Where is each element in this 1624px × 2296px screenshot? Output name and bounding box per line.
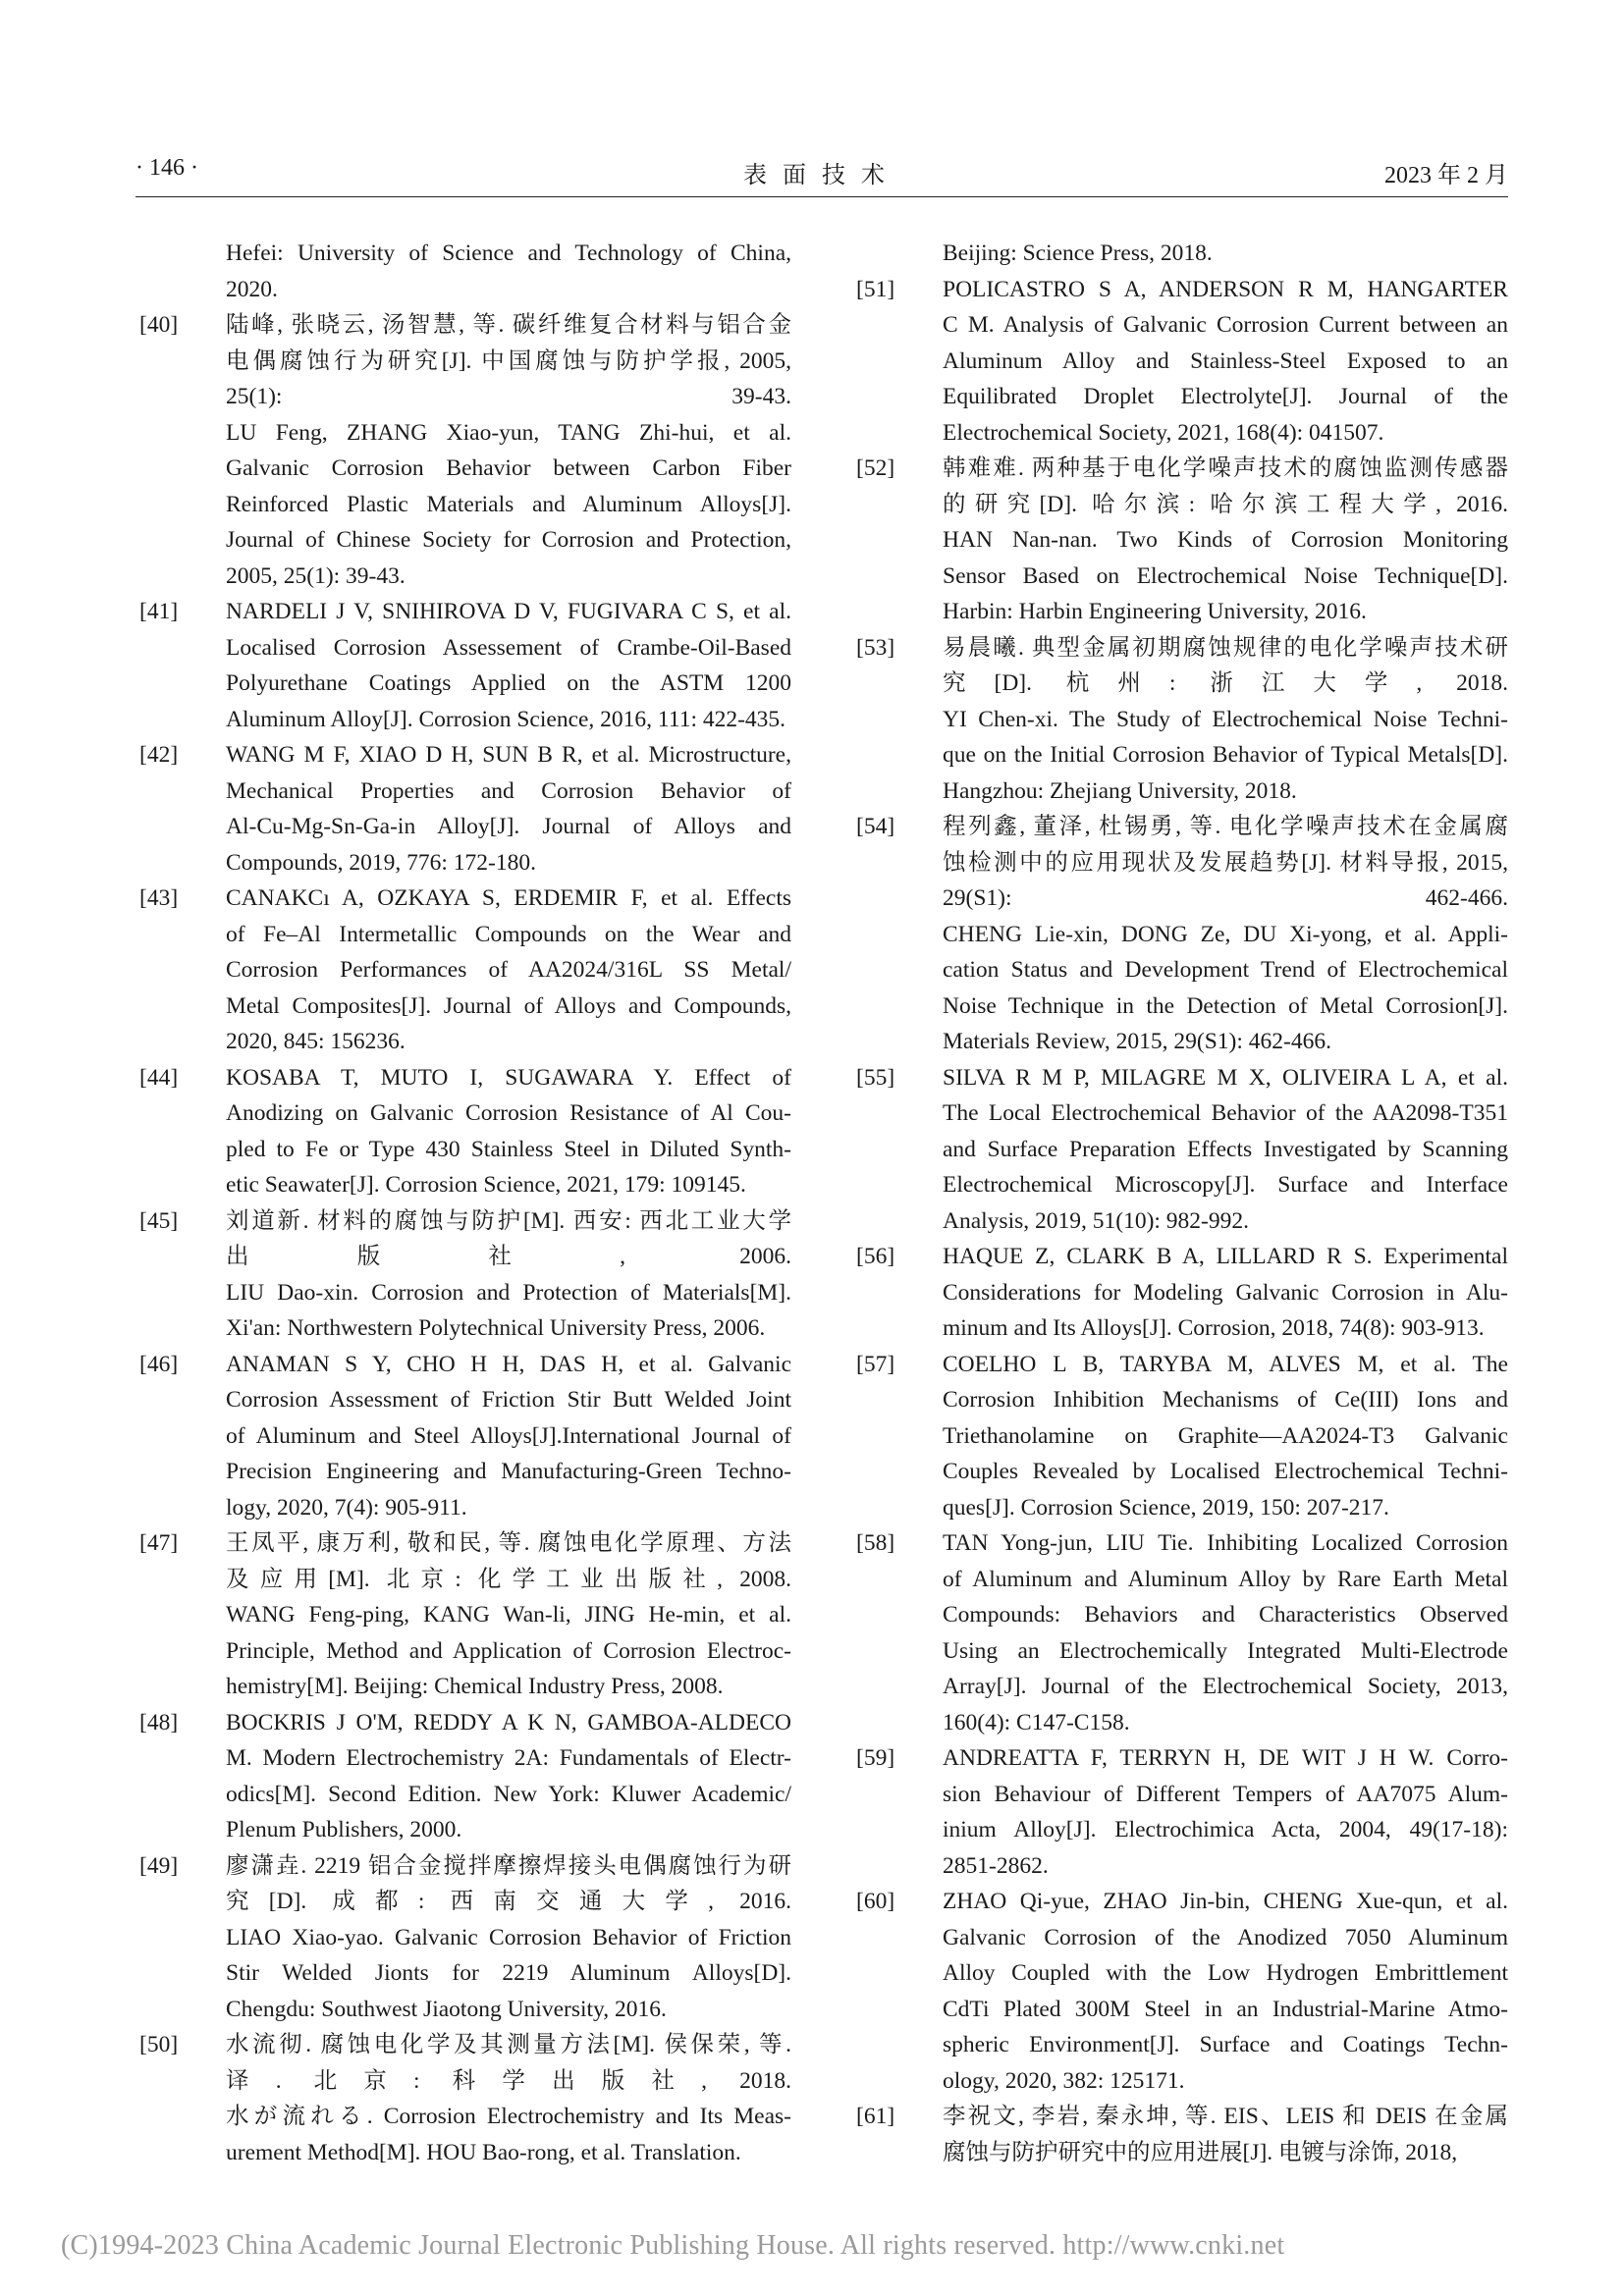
- reference-text-line: ology, 2020, 382: 125171.: [943, 2067, 1185, 2094]
- reference-number: [53]: [856, 634, 895, 661]
- reference-text-line: Electrochemical Society, 2021, 168(4): 041507.: [943, 419, 1384, 446]
- reference-text-line: Reinforced Plastic Materials and Aluminum Alloys[J].: [226, 491, 791, 517]
- header-rule: [135, 196, 1508, 197]
- reference-number: [42]: [139, 742, 179, 768]
- reference-text-line: Galvanic Corrosion Behavior between Carbon Fiber: [226, 455, 791, 481]
- reference-text-line: Using an Electrochemically Integrated Multi-Electrode: [943, 1637, 1508, 1664]
- reference-entry: [852, 272, 1508, 452]
- reference-entry: [135, 737, 791, 881]
- reference-entry: [852, 236, 1508, 272]
- reference-number: [60]: [856, 1889, 895, 1914]
- reference-text-line: 易晨曦. 典型金属初期腐蚀规律的电化学噪声技术研: [943, 634, 1508, 661]
- reference-number: [46]: [139, 1351, 179, 1377]
- reference-text-line: Triethanolamine on Graphite—AA2024-T3 Galvanic: [943, 1422, 1508, 1449]
- reference-number: [50]: [139, 2032, 179, 2057]
- reference-text-line: Aluminum Alloy and Stainless-Steel Exposed to an: [943, 347, 1508, 374]
- reference-entry: [135, 881, 791, 1060]
- reference-entry: [135, 594, 791, 737]
- reference-text-line: Anodizing on Galvanic Corrosion Resistance of Al Cou-: [226, 1100, 791, 1126]
- reference-text-line: Compounds: Behaviors and Characteristics Observed: [943, 1602, 1508, 1628]
- reference-text-line: CdTi Plated 300M Steel in an Industrial-Marine Atmo-: [943, 1996, 1508, 2022]
- reference-text-line: KOSABA T, MUTO I, SUGAWARA Y. Effect of: [226, 1064, 791, 1091]
- reference-text-line: 究[D]. 杭州: 浙江大学, 2018.: [943, 670, 1508, 696]
- reference-text-line: 腐蚀与防护研究中的应用进展[J]. 电镀与涂饰, 2018,: [943, 2139, 1458, 2165]
- reference-text-line: HAN Nan-nan. Two Kinds of Corrosion Monitoring: [943, 527, 1508, 553]
- reference-text-line: sion Behaviour of Different Tempers of AA7075 Alum-: [943, 1781, 1508, 1807]
- reference-text-line: Alloy Coupled with the Low Hydrogen Embrittlement: [943, 1960, 1508, 1986]
- reference-text-line: ZHAO Qi-yue, ZHAO Jin-bin, CHENG Xue-qun, et al.: [943, 1889, 1508, 1914]
- reference-number: [57]: [856, 1351, 895, 1377]
- reference-text-line: Localised Corrosion Assessement of Crambe-Oil-Based: [226, 634, 791, 661]
- reference-text-line: Couples Revealed by Localised Electrochemical Techni-: [943, 1459, 1508, 1484]
- reference-text-line: YI Chen-xi. The Study of Electrochemical Noise Techni-: [943, 706, 1508, 732]
- reference-entry: [135, 236, 791, 307]
- reference-text-line: 2020.: [226, 276, 278, 302]
- reference-text-line: BOCKRIS J O'M, REDDY A K N, GAMBOA-ALDECO: [226, 1709, 791, 1735]
- reference-text-line: Sensor Based on Electrochemical Noise Technique[D].: [943, 562, 1508, 589]
- reference-text-line: ques[J]. Corrosion Science, 2019, 150: 207-217.: [943, 1494, 1389, 1521]
- reference-entry: [852, 1884, 1508, 2099]
- reference-text-line: spheric Environment[J]. Surface and Coatings Techn-: [943, 2032, 1508, 2057]
- reference-number: [56]: [856, 1244, 895, 1269]
- reference-number: [61]: [856, 2104, 895, 2129]
- reference-text-line: Beijing: Science Press, 2018.: [943, 240, 1213, 266]
- reference-text-line: POLICASTRO S A, ANDERSON R M, HANGARTER: [943, 276, 1508, 302]
- reference-text-line: Equilibrated Droplet Electrolyte[J]. Journal of the: [943, 384, 1508, 409]
- reference-text-line: 的研究[D]. 哈尔滨: 哈尔滨工程大学, 2016.: [943, 491, 1508, 517]
- reference-text-line: CANAKCı A, OZKAYA S, ERDEMIR F, et al. Effects: [226, 885, 791, 911]
- reference-text-line: C M. Analysis of Galvanic Corrosion Current between an: [943, 312, 1508, 338]
- reference-text-line: Stir Welded Jionts for 2219 Aluminum Alloys[D].: [226, 1960, 791, 1986]
- reference-text-line: 2005, 25(1): 39-43.: [226, 562, 406, 589]
- reference-text-line: Galvanic Corrosion of the Anodized 7050 Aluminum: [943, 1924, 1508, 1950]
- reference-text-line: 韩难难. 两种基于电化学噪声技术的腐蚀监测传感器: [943, 455, 1508, 481]
- reference-text-line: Journal of Chinese Society for Corrosion and Protection,: [226, 527, 791, 553]
- reference-entry: [852, 2099, 1508, 2170]
- reference-text-line: hemistry[M]. Beijing: Chemical Industry Press, 2008.: [226, 1674, 724, 1699]
- reference-text-line: Harbin: Harbin Engineering University, 2016.: [943, 599, 1367, 624]
- reference-text-line: 刘道新. 材料的腐蚀与防护[M]. 西安: 西北工业大学: [226, 1207, 791, 1234]
- reference-text-line: Polyurethane Coatings Applied on the ASTM 1200: [226, 670, 791, 696]
- reference-entry: [852, 1347, 1508, 1526]
- reference-text-line: urement Method[M]. HOU Bao-rong, et al. Translation.: [226, 2139, 741, 2165]
- reference-text-line: Xi'an: Northwestern Polytechnical University Press, 2006.: [226, 1315, 766, 1341]
- reference-text-line: ANDREATTA F, TERRYN H, DE WIT J H W. Corro-: [943, 1745, 1508, 1771]
- reference-number: [41]: [139, 599, 179, 624]
- reference-number: [45]: [139, 1207, 179, 1234]
- reference-entry: [852, 451, 1508, 630]
- reference-number: [51]: [856, 276, 895, 302]
- reference-text-line: inium Alloy[J]. Electrochimica Acta, 2004, 49(17-18):: [943, 1817, 1508, 1842]
- reference-number: [59]: [856, 1745, 895, 1771]
- reference-text-line: Mechanical Properties and Corrosion Behavior of: [226, 777, 791, 804]
- reference-text-line: 水流彻. 腐蚀电化学及其测量方法[M]. 侯保荣, 等.: [226, 2032, 791, 2057]
- reference-text-line: COELHO L B, TARYBA M, ALVES M, et al. The: [943, 1351, 1508, 1377]
- reference-text-line: M. Modern Electrochemistry 2A: Fundamentals of Electr-: [226, 1745, 791, 1771]
- reference-number: [55]: [856, 1064, 895, 1091]
- reference-text-line: 2851-2862.: [943, 1852, 1049, 1879]
- reference-entry: [135, 307, 791, 594]
- reference-text-line: HAQUE Z, CLARK B A, LILLARD R S. Experimental: [943, 1244, 1508, 1269]
- reference-entry: [852, 630, 1508, 810]
- reference-text-line: Corrosion Inhibition Mechanisms of Ce(III) Ions and: [943, 1387, 1508, 1413]
- reference-entry: [135, 1060, 791, 1203]
- reference-number: [48]: [139, 1709, 179, 1735]
- reference-text-line: Hangzhou: Zhejiang University, 2018.: [943, 777, 1297, 804]
- reference-entry: [135, 1347, 791, 1526]
- reference-text-line: WANG Feng-ping, KANG Wan-li, JING He-min, et al.: [226, 1602, 791, 1628]
- reference-text-line: LU Feng, ZHANG Xiao-yun, TANG Zhi-hui, et al.: [226, 419, 791, 446]
- reference-text-line: Corrosion Assessment of Friction Stir Butt Welded Joint: [226, 1387, 791, 1413]
- reference-text-line: of Aluminum and Aluminum Alloy by Rare Earth Metal: [943, 1566, 1508, 1592]
- reference-text-line: LIU Dao-xin. Corrosion and Protection of Materials[M].: [226, 1279, 791, 1306]
- reference-text-line: ANAMAN S Y, CHO H H, DAS H, et al. Galvanic: [226, 1351, 791, 1377]
- reference-text-line: pled to Fe or Type 430 Stainless Steel in Diluted Synth-: [226, 1136, 791, 1162]
- reference-number: [47]: [139, 1530, 179, 1556]
- reference-text-line: 陆峰, 张晓云, 汤智慧, 等. 碳纤维复合材料与铝合金: [226, 312, 791, 338]
- reference-text-line: Electrochemical Microscopy[J]. Surface and Interface: [943, 1172, 1508, 1198]
- reference-text-line: Hefei: University of Science and Technology of China,: [226, 240, 791, 266]
- reference-text-line: of Aluminum and Steel Alloys[J].International Journal of: [226, 1422, 791, 1449]
- reference-text-line: Principle, Method and Application of Corrosion Electroc-: [226, 1637, 791, 1664]
- reference-text-line: Aluminum Alloy[J]. Corrosion Science, 2016, 111: 422-435.: [226, 706, 786, 732]
- reference-number: [40]: [139, 312, 179, 338]
- reference-entry: [852, 809, 1508, 1060]
- reference-text-line: 及应用[M]. 北京: 化学工业出版社, 2008.: [226, 1566, 791, 1592]
- reference-number: [44]: [139, 1064, 179, 1091]
- references-right-column: [852, 236, 1508, 2170]
- reference-text-line: WANG M F, XIAO D H, SUN B R, et al. Microstructure,: [226, 742, 791, 768]
- reference-text-line: SILVA R M P, MILAGRE M X, OLIVEIRA L A, et al.: [943, 1064, 1508, 1091]
- reference-text-line: 25(1): 39-43.: [226, 384, 791, 409]
- reference-text-line: CHENG Lie-xin, DONG Ze, DU Xi-yong, et al. Appli-: [943, 921, 1508, 947]
- reference-text-line: The Local Electrochemical Behavior of the AA2098-T351: [943, 1100, 1508, 1126]
- reference-text-line: of Fe–Al Intermetallic Compounds on the Wear and: [226, 921, 791, 947]
- reference-entry: [135, 1705, 791, 1848]
- reference-entry: [135, 1525, 791, 1705]
- reference-text-line: logy, 2020, 7(4): 905-911.: [226, 1494, 467, 1521]
- reference-text-line: TAN Yong-jun, LIU Tie. Inhibiting Localized Corrosion: [943, 1530, 1508, 1556]
- reference-text-line: que on the Initial Corrosion Behavior of Typical Metals[D].: [943, 742, 1508, 768]
- reference-number: [54]: [856, 814, 895, 839]
- reference-text-line: Array[J]. Journal of the Electrochemical Society, 2013,: [943, 1674, 1508, 1699]
- reference-text-line: 29(S1): 462-466.: [943, 885, 1508, 911]
- reference-text-line: NARDELI J V, SNIHIROVA D V, FUGIVARA C S, et al.: [226, 599, 791, 624]
- reference-entry: [852, 1525, 1508, 1740]
- reference-text-line: Corrosion Performances of AA2024/316L SS Metal/: [226, 957, 791, 983]
- page-number: · 146 ·: [135, 155, 198, 181]
- reference-number: [52]: [856, 455, 895, 481]
- journal-title: 表面技术: [743, 163, 900, 188]
- reference-entry: [135, 1848, 791, 2028]
- reference-text-line: Al-Cu-Mg-Sn-Ga-in Alloy[J]. Journal of Alloys and: [226, 814, 791, 839]
- reference-text-line: Considerations for Modeling Galvanic Corrosion in Alu-: [943, 1279, 1508, 1306]
- reference-text-line: 出版社, 2006.: [226, 1244, 791, 1269]
- page-header: [135, 155, 1508, 190]
- reference-text-line: 电偶腐蚀行为研究[J]. 中国腐蚀与防护学报, 2005,: [226, 347, 791, 374]
- references-left-column: [135, 236, 791, 2170]
- reference-entry: [852, 1060, 1508, 1240]
- reference-number: [49]: [139, 1852, 179, 1879]
- reference-text-line: 译. 北京: 科学出版社, 2018.: [226, 2067, 791, 2094]
- reference-text-line: 程列鑫, 董泽, 杜锡勇, 等. 电化学噪声技术在金属腐: [943, 814, 1508, 839]
- reference-text-line: 蚀检测中的应用现状及发展趋势[J]. 材料导报, 2015,: [943, 849, 1508, 876]
- reference-text-line: 廖潇垚. 2219 铝合金搅拌摩擦焊接头电偶腐蚀行为研: [226, 1852, 791, 1879]
- reference-entry: [135, 1203, 791, 1347]
- issue-date: 2023 年 2 月: [1384, 163, 1508, 188]
- reference-text-line: Plenum Publishers, 2000.: [226, 1817, 462, 1842]
- reference-number: [43]: [139, 885, 179, 911]
- reference-text-line: Materials Review, 2015, 29(S1): 462-466.: [943, 1029, 1331, 1054]
- reference-text-line: 李祝文, 李岩, 秦永坤, 等. EIS、LEIS 和 DEIS 在金属: [943, 2104, 1508, 2129]
- reference-text-line: LIAO Xiao-yao. Galvanic Corrosion Behavior of Friction: [226, 1924, 791, 1950]
- reference-text-line: 究[D]. 成都: 西南交通大学, 2016.: [226, 1889, 791, 1914]
- reference-text-line: Noise Technique in the Detection of Metal Corrosion[J].: [943, 992, 1508, 1019]
- reference-text-line: minum and Its Alloys[J]. Corrosion, 2018, 74(8): 903-913.: [943, 1315, 1485, 1341]
- reference-text-line: Chengdu: Southwest Jiaotong University, 2016.: [226, 1996, 667, 2022]
- reference-text-line: odics[M]. Second Edition. New York: Kluwer Academic/: [226, 1781, 791, 1807]
- reference-entry: [135, 2027, 791, 2170]
- reference-text-line: Compounds, 2019, 776: 172-180.: [226, 849, 536, 876]
- reference-entry: [852, 1740, 1508, 1884]
- reference-text-line: Metal Composites[J]. Journal of Alloys and Compounds,: [226, 992, 791, 1019]
- reference-text-line: etic Seawater[J]. Corrosion Science, 2021, 179: 109145.: [226, 1172, 746, 1198]
- reference-text-line: Precision Engineering and Manufacturing-Green Techno-: [226, 1459, 791, 1484]
- copyright-footer: (C)1994-2023 China Academic Journal Electronic Publishing House. All rights reserved. http://www.cnki.net: [61, 2230, 1285, 2261]
- reference-text-line: 2020, 845: 156236.: [226, 1029, 406, 1054]
- reference-text-line: and Surface Preparation Effects Investigated by Scanning: [943, 1136, 1508, 1162]
- reference-text-line: Analysis, 2019, 51(10): 982-992.: [943, 1207, 1250, 1234]
- reference-text-line: cation Status and Development Trend of Electrochemical: [943, 957, 1508, 983]
- reference-text-line: 王凤平, 康万利, 敬和民, 等. 腐蚀电化学原理、方法: [226, 1530, 791, 1556]
- reference-text-line: 160(4): C147-C158.: [943, 1709, 1130, 1735]
- reference-number: [58]: [856, 1530, 895, 1556]
- reference-entry: [852, 1239, 1508, 1347]
- reference-text-line: 水が流れる. Corrosion Electrochemistry and Its Meas-: [226, 2104, 791, 2129]
